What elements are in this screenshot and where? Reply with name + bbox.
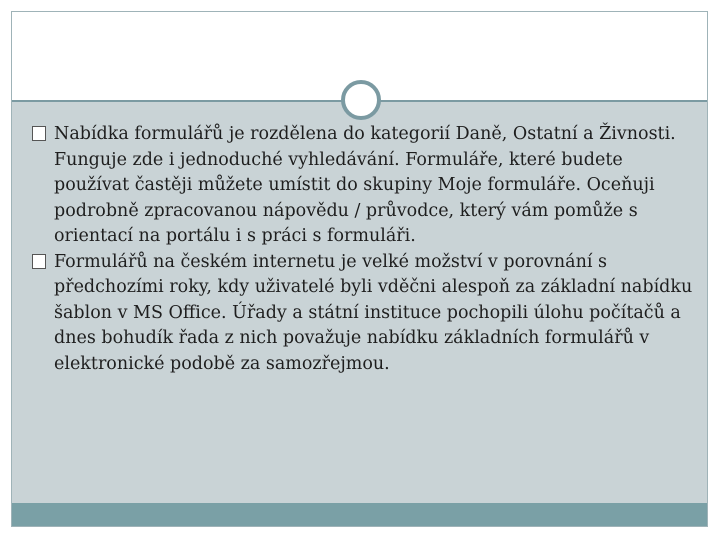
bullet-text: Formulářů na českém internetu je velké možství v porovnání s předchozími roky, kdy uživatelé byli vděčni alespoň za základní nabídku šablon v MS Office. Úřady a státní instituce pochopili úlohu počítačů a dnes bohudík řada z nich považuje nabídku základních formulářů v elektronické podobě za samozřejmou. bbox=[54, 251, 693, 374]
ring-divider-icon bbox=[341, 80, 381, 120]
bullet-text: Nabídka formulářů je rozdělena do kategorií Daně, Ostatní a Živnosti. Funguje zde i jednoduché vyhledávání. Formuláře, které budete používat častěji můžete umístit do skupiny Moje formuláře. Oceňuji podrobně zpracovanou nápovědu / průvodce, který vám pomůže s orientací na portálu i s práci s formuláři. bbox=[54, 124, 676, 246]
bullet-item bbox=[32, 122, 697, 250]
bullet-item bbox=[32, 250, 697, 378]
square-bullet-icon bbox=[32, 254, 46, 269]
square-bullet-icon bbox=[32, 126, 46, 141]
bullet-list bbox=[32, 122, 697, 377]
footer-bar bbox=[12, 503, 707, 526]
